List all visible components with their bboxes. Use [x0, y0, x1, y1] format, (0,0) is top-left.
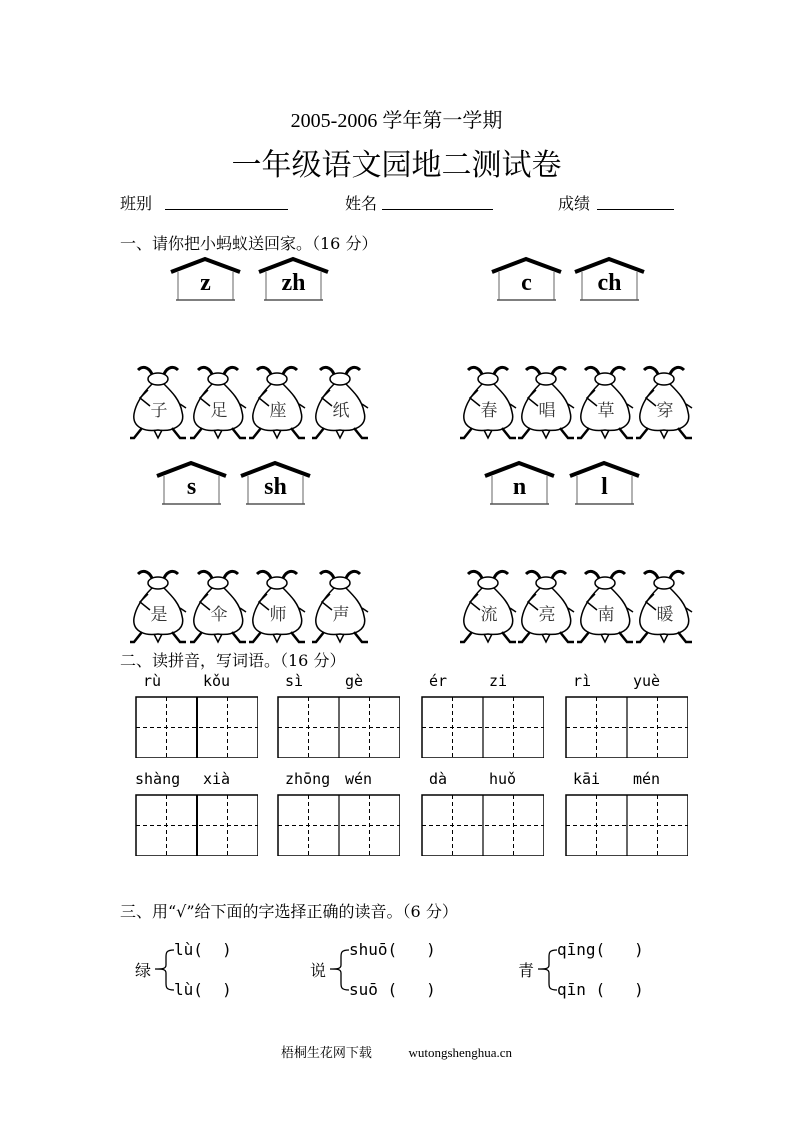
ant[interactable] — [188, 566, 250, 646]
writing-grid[interactable] — [277, 794, 400, 856]
ant[interactable] — [516, 362, 578, 442]
ant-character: 流 — [480, 605, 498, 625]
section3-heading: 三、用“√”给下面的字选择正确的读音。（6 分） — [120, 902, 458, 921]
pinyin: mén — [633, 770, 661, 788]
pinyin: sì — [285, 672, 304, 690]
term-title: 2005-2006 学年第一学期 — [290, 110, 503, 132]
pronunciation-option[interactable]: qīn ( ) — [557, 980, 644, 999]
ant[interactable] — [634, 362, 696, 442]
pronunciation-option[interactable]: suō ( ) — [349, 980, 436, 999]
pinyin: kǒu — [203, 672, 231, 690]
ant-character: 亮 — [538, 605, 556, 625]
house[interactable] — [238, 460, 313, 510]
house-label: sh — [264, 474, 287, 500]
pinyin: dà — [429, 770, 448, 788]
writing-grid[interactable] — [421, 794, 544, 856]
ant-character: 暖 — [656, 605, 674, 625]
ant[interactable] — [247, 362, 309, 442]
pinyin: zi — [489, 672, 508, 690]
exam-title: 一年级语文园地二测试卷 — [231, 148, 562, 183]
pinyin: huǒ — [489, 770, 517, 788]
house-label: zh — [281, 270, 306, 296]
house[interactable] — [168, 256, 243, 306]
pronunciation-option[interactable]: lù( ) — [174, 940, 232, 959]
brace-icon — [535, 945, 559, 995]
footer-site-url: wutongshenghua.cn — [408, 1045, 513, 1060]
target-character: 说 — [310, 961, 327, 980]
pinyin: yuè — [633, 672, 661, 690]
ant-character: 声 — [332, 605, 350, 625]
writing-grid[interactable] — [565, 794, 688, 856]
pinyin: xià — [203, 770, 231, 788]
pinyin: kāi — [573, 770, 601, 788]
pinyin: gè — [345, 672, 364, 690]
house-label: n — [512, 474, 527, 500]
house[interactable] — [489, 256, 564, 306]
ant-character: 草 — [597, 401, 615, 421]
house[interactable] — [567, 460, 642, 510]
ant-character: 是 — [150, 605, 168, 625]
pinyin: wén — [345, 770, 373, 788]
ant[interactable] — [128, 566, 190, 646]
ant[interactable] — [575, 566, 637, 646]
ant-character: 子 — [150, 401, 168, 421]
ant[interactable] — [458, 566, 520, 646]
ant-character: 座 — [269, 401, 287, 421]
class-field[interactable] — [165, 191, 288, 210]
ant-character: 纸 — [332, 401, 350, 421]
ant[interactable] — [247, 566, 309, 646]
writing-grid[interactable] — [565, 696, 688, 758]
ant-character: 师 — [269, 605, 287, 625]
pinyin: ér — [429, 672, 448, 690]
house[interactable] — [154, 460, 229, 510]
ant[interactable] — [575, 362, 637, 442]
footer-site-name: 梧桐生花网下载 — [280, 1045, 372, 1060]
ant-character: 春 — [480, 401, 498, 421]
house[interactable] — [256, 256, 331, 306]
footer — [0, 1042, 793, 1061]
pinyin: rù — [143, 672, 162, 690]
class-label: 班别 — [120, 194, 153, 213]
pinyin: zhōng — [285, 770, 331, 788]
house-label: s — [186, 474, 197, 500]
house-label: z — [200, 270, 211, 296]
name-label: 姓名 — [345, 194, 378, 213]
ant[interactable] — [188, 362, 250, 442]
ant[interactable] — [128, 362, 190, 442]
house[interactable] — [572, 256, 647, 306]
brace-icon — [327, 945, 351, 995]
writing-grid[interactable] — [421, 696, 544, 758]
ant[interactable] — [458, 362, 520, 442]
ant-character: 南 — [597, 605, 615, 625]
ant[interactable] — [516, 566, 578, 646]
brace-icon — [152, 945, 176, 995]
ant-character: 穿 — [656, 401, 674, 421]
name-field[interactable] — [382, 191, 493, 210]
target-character: 绿 — [135, 961, 152, 980]
writing-grid[interactable] — [277, 696, 400, 758]
writing-grid[interactable] — [135, 794, 258, 856]
ant[interactable] — [310, 566, 372, 646]
house[interactable] — [482, 460, 557, 510]
ant-character: 唱 — [538, 401, 556, 421]
house-label: l — [601, 474, 608, 500]
pronunciation-option[interactable]: lù( ) — [174, 980, 232, 999]
score-label: 成绩 — [558, 194, 591, 213]
house-label: ch — [597, 270, 622, 296]
target-character: 青 — [518, 961, 535, 980]
pinyin: rì — [573, 672, 592, 690]
score-field[interactable] — [597, 191, 674, 210]
section2-heading: 二、读拼音，写词语。（16 分） — [120, 651, 346, 670]
house-label: c — [521, 270, 532, 296]
section1-heading: 一、请你把小蚂蚁送回家。（16 分） — [120, 234, 378, 253]
ant[interactable] — [634, 566, 696, 646]
pinyin: shàng — [135, 770, 181, 788]
writing-grid[interactable] — [135, 696, 258, 758]
ant-character: 伞 — [210, 605, 228, 625]
pronunciation-option[interactable]: shuō( ) — [349, 940, 436, 959]
pronunciation-option[interactable]: qīng( ) — [557, 940, 644, 959]
ant[interactable] — [310, 362, 372, 442]
ant-character: 足 — [210, 401, 228, 421]
